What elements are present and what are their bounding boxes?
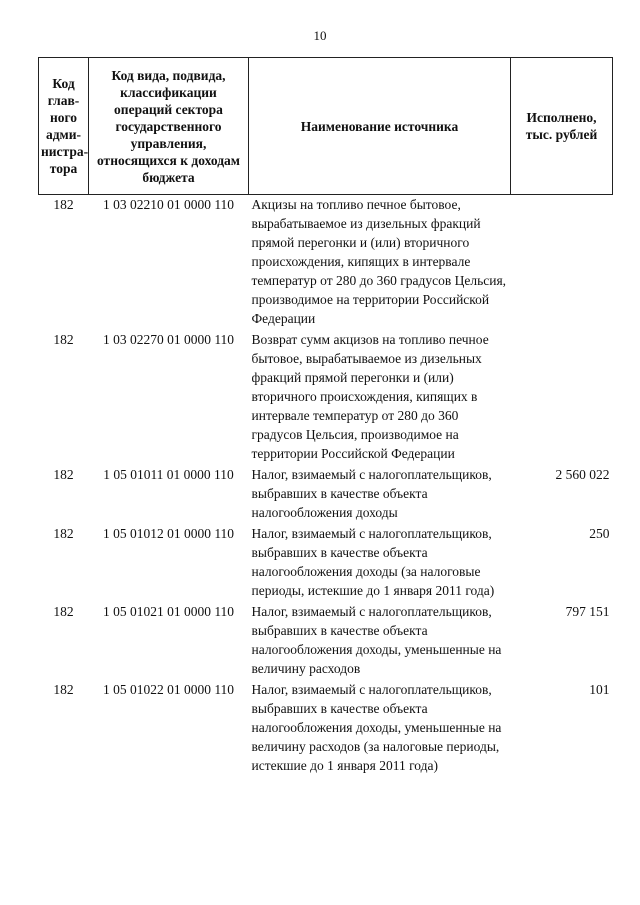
cell-amount: 250 (589, 526, 610, 541)
header-classification-code: Код вида, подвида, классификации операций сектора государственного управления, относящихся к доходам бюджета (89, 58, 249, 195)
cell-source-name: Возврат сумм акцизов на топливо печное бытовое, вырабатываемое из дизельных фракций прямой перегонки и (или) вторичного происхождения, кипящих в интервале температур от 280 до 360 градусов Цельсия, производимое на территории Российской Федерации (251, 332, 489, 461)
cell-classification-code: 1 05 01022 01 0000 110 (102, 682, 235, 697)
cell-amount (511, 195, 613, 331)
cell-admin-code: 182 (53, 526, 74, 541)
cell-amount: 797 151 (565, 604, 610, 619)
header-source-name: Наименование источника (249, 58, 511, 195)
cell-admin-code: 182 (53, 332, 74, 347)
cell-classification-code: 1 05 01011 01 0000 110 (103, 467, 234, 482)
cell-source-name: Налог, взимаемый с налогоплательщиков, выбравших в качестве объекта налогообложения доходы (за налоговые периоды, истекшие до 1 января 2011 года) (251, 526, 495, 598)
table-row (39, 524, 613, 602)
cell-classification-code: 1 05 01012 01 0000 110 (102, 526, 235, 541)
header-admin-code (39, 58, 89, 195)
budget-revenue-table (38, 57, 613, 777)
cell-admin-code: 182 (53, 604, 74, 619)
table-row (39, 465, 613, 524)
table-row (39, 195, 613, 331)
cell-classification-code: 1 03 02210 01 0000 110 (102, 197, 235, 212)
cell-source-name: Налог, взимаемый с налогоплательщиков, выбравших в качестве объекта налогообложения доходы (251, 467, 492, 520)
table-header-row (39, 58, 613, 195)
cell-source-name: Акцизы на топливо печное бытовое, вырабатываемое из дизельных фракций прямой перегонки и (или) вторичного происхождения, кипящих в интервале температур от 280 до 360 градусов Цельсия, производимое на территории Российской Федерации (251, 197, 507, 326)
cell-amount: 2 560 022 (555, 467, 610, 482)
cell-admin-code: 182 (53, 197, 74, 212)
cell-amount (511, 330, 613, 465)
header-amount: Исполнено, тыс. рублей (511, 58, 613, 195)
table-row (39, 602, 613, 680)
cell-source-name: Налог, взимаемый с налогоплательщиков, выбравших в качестве объекта налогообложения доходы, уменьшенные на величину расходов (251, 604, 502, 676)
cell-admin-code: 182 (53, 682, 74, 697)
cell-classification-code: 1 03 02270 01 0000 110 (102, 332, 235, 347)
cell-source-name: Налог, взимаемый с налогоплательщиков, выбравших в качестве объекта налогообложения доходы, уменьшенные на величину расходов (за налоговые периоды, истекшие до 1 января 2011 года) (251, 682, 502, 773)
header-admin-code-label: Код глав- ного адми- нистра- тора (41, 76, 89, 176)
cell-classification-code: 1 05 01021 01 0000 110 (102, 604, 235, 619)
page-number: 10 (313, 28, 327, 43)
cell-admin-code: 182 (53, 467, 74, 482)
table-row (39, 330, 613, 465)
cell-amount: 101 (589, 682, 610, 697)
table-row (39, 680, 613, 777)
